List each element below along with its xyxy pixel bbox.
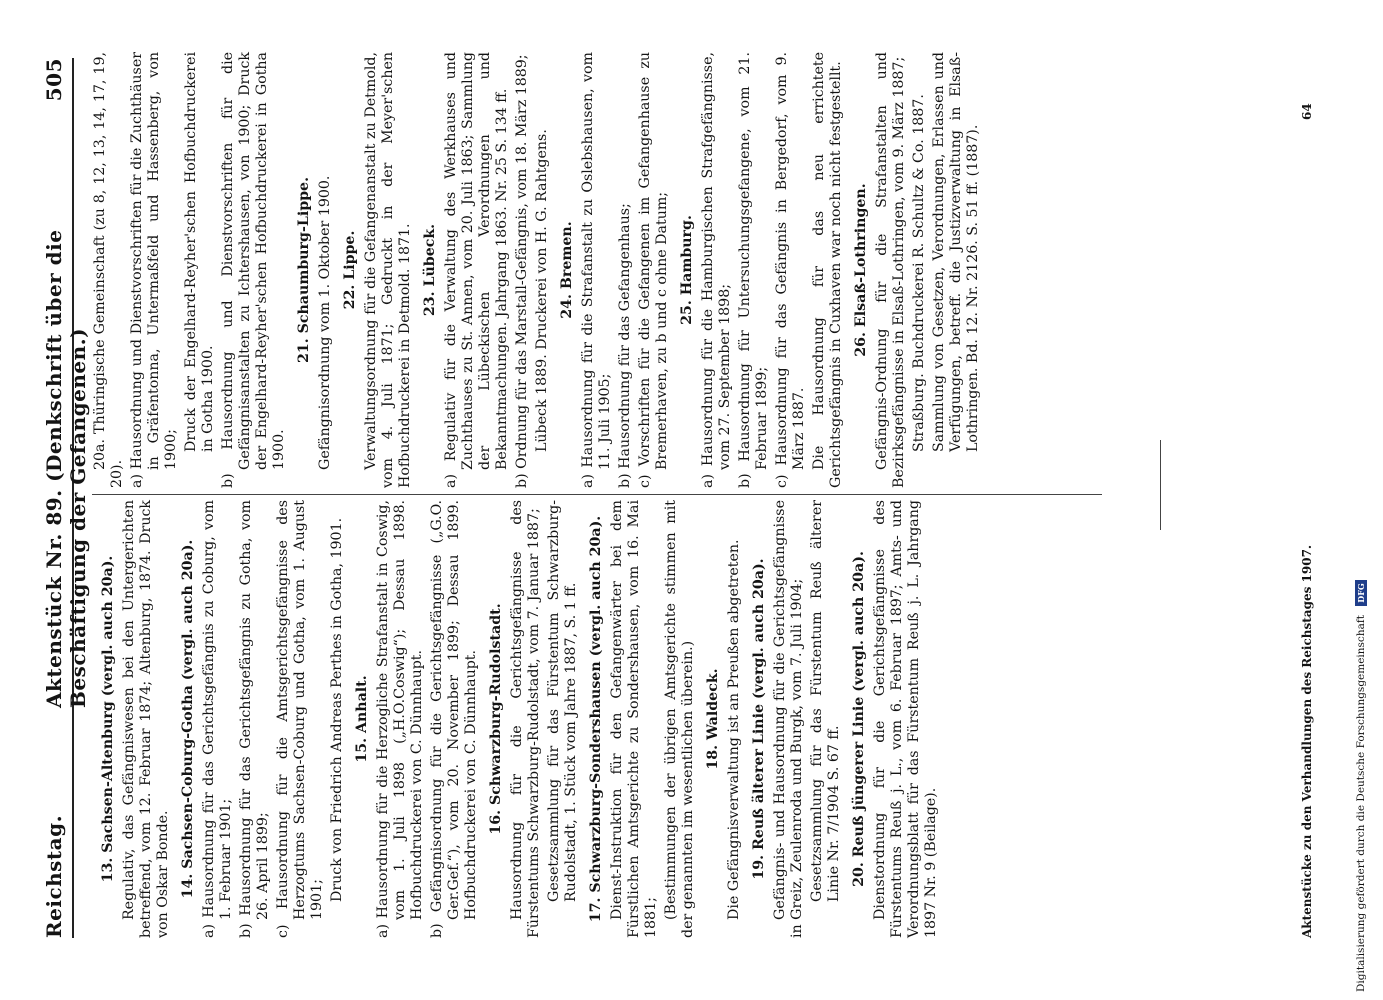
paragraph: b) Hausordnung für das Gefangenhaus; — [617, 203, 633, 488]
paragraph: Lübeck 1889. Druckerei von H. G. Rahtgens. — [534, 129, 550, 452]
section-heading: 19. Reuß älterer Linie (vergl. auch 20a). — [751, 558, 767, 880]
section-heading: 18. Waldeck. — [705, 668, 721, 770]
paragraph: a) Hausordnung für die Strafanstalt zu Oslebshausen, vom 11. Juli 1905; — [580, 52, 613, 488]
paragraph: Regulativ, das Gefängniswesen bei den Untergerichten betreffend, vom 12. Februar 1874; Altenburg, 1874. Druck von Oskar Bonde. — [121, 500, 171, 938]
paragraph: Gesetzsammlung für das Fürstentum Schwarzburg-Rudolstadt, 1. Stück vom Jahre 1887, S. 1 ff. — [546, 500, 579, 902]
header-left: Reichstag. — [42, 814, 66, 938]
paragraph: b) Hausordnung und Dienstvorschriften für die Gefängnisanstalten zu Ichtershausen, von 1900; Druck der Engelhard-Reyher'schen Hofbuchdruckerei in Gotha 1900. — [220, 52, 287, 488]
paragraph: a) Hausordnung für die Herzogliche Strafanstalt in Coswig, vom 1. Juli 1898 („H.O.Coswig“); Dessau 1898. Hofbuchdruckerei von C. Dünnhaupt. — [375, 500, 425, 938]
paragraph: (Bestimmungen der übrigen Amtsgerichte stimmen mit der genannten im wesentlichen überein.) — [663, 500, 696, 938]
sheet-number: 64 — [1300, 103, 1314, 120]
paragraph: b) Gefängnisordnung für die Gerichtsgefängnisse („G.O. Ger.Gef.“), vom 20. November 1899; Dessau 1899. Hofbuchdruckerei von C. Dünnhaupt. — [429, 500, 479, 938]
paragraph: Gefängnis- und Hausordnung für die Gerichtsgefängnisse in Greiz, Zeulenroda und Burgk, vom 7. Juli 1904; — [772, 500, 805, 938]
paragraph: Dienstordnung für die Gerichtsgefängnisse des Fürstentums Reuß j. L., vom 6. Februar 1897; Amts- und Verordnungsblatt für das Fürstentum Reuß j. L. Jahrgang 1897 Nr. 9 (Beilage). — [872, 500, 939, 938]
right-column — [92, 52, 985, 488]
paragraph: Gefängnis-Ordnung für die Strafanstalten und Bezirksgefängnisse in Elsaß-Lothringen, vom 9. März 1887; — [874, 52, 907, 488]
paragraph: b) Ordnung für das Marstall-Gefängnis, vom 18. März 1889; — [514, 54, 530, 488]
paragraph: a) Hausordnung und Dienstvorschriften für die Zuchthäuser in Gräfentonna, Untermaßfeld und Hassenberg, von 1900; — [129, 52, 179, 488]
paragraph: a) Hausordnung für die Hamburgischen Strafgefängnisse, vom 27. September 1898; — [700, 52, 733, 488]
running-header — [42, 58, 90, 938]
section-heading: 15. Anhalt. — [354, 675, 370, 763]
dfg-notice-text: Digitalisierung gefördert durch die Deutsche Forschungsgemeinschaft — [1355, 615, 1367, 992]
paragraph: a) Hausordnung für das Gerichtsgefängnis zu Coburg, vom 1. Februar 1901; — [201, 500, 234, 938]
paragraph: Gesetzsammlung für das Fürstentum Reuß älterer Linie Nr. 7/1904 S. 67 ff. — [809, 500, 842, 902]
section-heading: 14. Sachsen-Coburg-Gotha (vergl. auch 20a). — [180, 539, 196, 899]
paragraph: Hausordnung für die Gerichtsgefängnisse des Fürstentums Schwarzburg-Rudolstadt, vom 7. Januar 1887; — [509, 500, 542, 938]
header-center: Aktenstück Nr. 89. (Denkschrift über die Beschäftigung der Gefangenen.) — [42, 229, 90, 708]
section-heading: 13. Sachsen-Altenburg (vergl. auch 20a). — [100, 555, 116, 883]
paragraph: Straßburg. Buchdruckerei R. Schultz & Co. 1887. — [911, 94, 927, 452]
paragraph: Druck von Friedrich Andreas Perthes in Gotha, 1901. — [329, 517, 345, 902]
paragraph: Druck der Engelhard-Reyher'schen Hofbuchdruckerei in Gotha 1900. — [183, 52, 216, 452]
left-column — [92, 500, 943, 938]
paragraph: b) Hausordnung für das Gerichtsgefängnis zu Gotha, vom 26. April 1899; — [238, 500, 271, 938]
paragraph: Gefängnisordnung vom 1. Oktober 1900. — [317, 175, 333, 470]
section-heading: 21. Schaumburg-Lippe. — [296, 176, 312, 364]
paragraph: c) Vorschriften für die Gefangenen im Gefangenhause zu Bremerhaven, zu b und c ohne Datum; — [637, 52, 670, 488]
footer-text: Aktenstücke zu den Verhandlungen des Reichstages 1907. — [1300, 544, 1314, 938]
section-heading: 22. Lippe. — [342, 230, 358, 310]
paragraph: a) Regulativ für die Verwaltung des Werkhauses und Zuchthauses zu St. Annen, vom 20. Juli 1863; Sammlung der Lübeckischen Verordnungen und Bekanntmachungen. Jahrgang 1863. Nr. 25 S. 134 ff. — [443, 52, 510, 488]
section-heading: 23. Lübeck. — [422, 223, 438, 317]
paragraph: Verwaltungsordnung für die Gefangenanstalt zu Detmold, vom 4. Juli 1871; Gedruckt in der Meyer'schen Hofbuchdruckerei in Detmold. 1871. — [363, 52, 413, 488]
paragraph: c) Hausordnung für das Gefängnis in Bergedorf, vom 9. März 1887. — [774, 52, 807, 488]
section-heading: 20. Reuß jüngerer Linie (vergl. auch 20a). — [851, 551, 867, 887]
section-heading: 26. Elsaß-Lothringen. — [853, 183, 869, 357]
paragraph: Die Hausordnung für das neu errichtete Gerichtsgefängnis in Cuxhaven war noch nicht festgestellt. — [811, 52, 844, 488]
column-divider — [92, 494, 1102, 495]
paragraph: Dienst-Instruktion für den Gefangenwärter bei dem Fürstlichen Amtsgerichte zu Sondershausen, vom 16. Mai 1881; — [609, 500, 659, 938]
section-heading: 16. Schwarzburg-Rudolstadt. — [488, 603, 504, 835]
paragraph: Die Gefängnisverwaltung ist an Preußen abgetreten. — [726, 539, 742, 920]
page-number: 505 — [42, 58, 66, 102]
section-heading: 25. Hamburg. — [679, 215, 695, 325]
paragraph: Sammlung von Gesetzen, Verordnungen, Erlassen und Verfügungen, betreff. die Justizverwaltung in Elsaß-Lothringen. Bd. 12. Nr. 2126. S. 51 ff. (1887). — [931, 52, 981, 452]
dfg-logo: DFG — [1355, 580, 1367, 605]
paragraph: 20a. Thüringische Gemeinschaft (zu 8, 12, 13, 14, 17, 19, 20). — [92, 52, 125, 488]
section-heading: 17. Schwarzburg-Sondershausen (vergl. auch 20a). — [588, 515, 604, 923]
section-rule — [1160, 440, 1161, 530]
section-heading: 24. Bremen. — [559, 221, 575, 319]
dfg-notice — [1355, 580, 1367, 992]
paragraph: c) Hausordnung für die Amtsgerichtsgefängnisse des Herzogtums Sachsen-Coburg und Gotha, vom 1. August 1901; — [275, 500, 325, 938]
paragraph: b) Hausordnung für Untersuchungsgefangene, vom 21. Februar 1899; — [737, 52, 770, 488]
